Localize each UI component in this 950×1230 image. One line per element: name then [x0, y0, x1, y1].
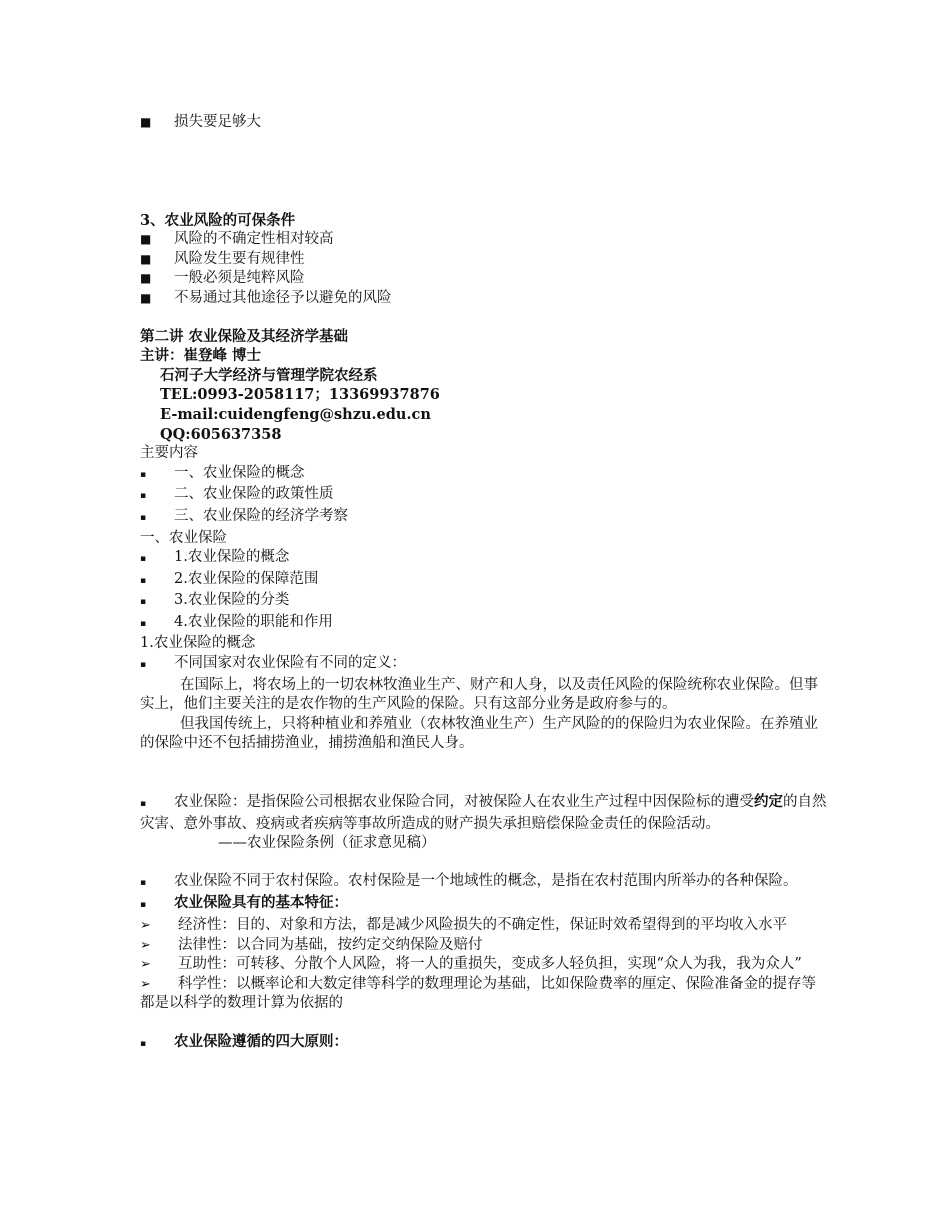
features-heading: 农业保险具有的基本特征： [174, 894, 348, 912]
arrow-bullet-icon: ➢ [140, 976, 151, 992]
small-bullet-icon: ▪ [140, 469, 147, 480]
bullet-text: 三、农业保险的经济学考察 [174, 507, 348, 524]
feature-text: 经济性：目的、对象和方法，都是减少风险损失的不确定性，保证时效希望得到的平均收入水平 [178, 917, 787, 933]
small-bullet-icon: ▪ [140, 660, 147, 671]
feature-item [140, 936, 830, 956]
contact-tel: TEL:0993-2058117；13369937876 [160, 386, 440, 404]
bullet-text: 不易通过其他途径予以避免的风险 [174, 289, 392, 306]
bullet-item [140, 289, 830, 309]
feature-item [140, 955, 830, 975]
spacer [140, 133, 830, 211]
bullet-item [140, 464, 830, 486]
spacer [140, 754, 830, 792]
bullet-item [140, 507, 830, 529]
spacer [140, 854, 830, 872]
feature-text: 互助性：可转移、分散个人风险，将一人的重损失，变成多人轻负担，实现“众人为我，我为众人” [178, 956, 802, 973]
affiliation: 石河子大学经济与管理学院农经系 [160, 366, 378, 384]
bullet-item [140, 893, 830, 916]
definition-paragraph [140, 792, 830, 834]
feature-item [140, 975, 830, 1014]
paragraph-china: 但我国传统上，只将种植业和养殖业（农林牧渔业生产）生产风险的的保险归为农业保险。在养殖业的保险中还不包括捕捞渔业，捕捞渔船和渔民人身。 [140, 715, 818, 752]
bullet-text: 风险的不确定性相对较高 [174, 231, 334, 248]
bullet-text: 2.农业保险的保障范围 [174, 570, 319, 587]
square-bullet-icon: ■ [140, 251, 152, 266]
bullet-text: 4.农业保险的职能和作用 [174, 613, 333, 630]
bullet-text: 一、农业保险的概念 [174, 464, 305, 481]
bullet-item [140, 570, 830, 592]
bullet-text: 不同国家对农业保险有不同的定义： [174, 655, 406, 672]
spacer [140, 309, 830, 327]
small-bullet-icon: ▪ [140, 618, 147, 629]
bullet-text: 一般必须是纯粹风险 [174, 270, 305, 287]
bullet-text: 1.农业保险的概念 [174, 549, 290, 566]
small-bullet-icon: ▪ [140, 597, 147, 608]
bullet-item [140, 250, 830, 270]
principles-heading: 农业保险遵循的四大原则： [174, 1032, 348, 1050]
definition-text-1: 农业保险：是指保险公司根据农业保险合同，对被保险人在农业生产过程中因保险标的遭受 [174, 794, 754, 811]
bullet-text: 损失要足够大 [174, 114, 261, 130]
square-bullet-icon: ■ [140, 271, 152, 286]
definition-bold-term: 约定 [754, 793, 783, 811]
rural-insurance-paragraph [140, 872, 830, 894]
small-bullet-icon: ▪ [140, 512, 147, 523]
bullet-item [140, 269, 830, 289]
square-bullet-icon: ■ [140, 115, 152, 129]
paragraph-international: 在国际上，将农场上的一切农林牧渔业生产、财产和人身，以及责任风险的保险统称农业保险。但事实上，他们主要关注的是农作物的生产风险的保险。只有这部分业务是政府参与的。 [140, 676, 818, 713]
definition-text-2: 的自然灾害、意外事故、疫病或者疾病等事故所造成的财产损失承担赔偿保险金责任的保险活动。 [140, 794, 827, 832]
lecture-title: 第二讲 农业保险及其经济学基础 [140, 327, 349, 345]
feature-item [140, 916, 830, 936]
arrow-bullet-icon: ➢ [140, 937, 151, 953]
arrow-bullet-icon: ➢ [140, 957, 151, 973]
contact-email: E-mail:cuidengfeng@shzu.edu.cn [160, 405, 431, 423]
feature-text: 科学性：以概率论和大数定律等科学的数理理论为基础，比如保险费率的厘定、保险准备金的提存等都是以科学的数理计算为依据的 [140, 975, 816, 1012]
arrow-bullet-icon: ➢ [140, 918, 151, 933]
bullet-item [140, 230, 830, 250]
lecturer: 主讲：崔登峰 博士 [140, 347, 262, 365]
bullet-item [140, 548, 830, 570]
bullet-item [140, 1032, 830, 1055]
small-bullet-icon: ▪ [140, 799, 147, 810]
spacer [140, 1014, 830, 1032]
bullet-item [140, 591, 830, 613]
part1-heading: 一、农业保险 [140, 529, 227, 546]
square-bullet-icon: ■ [140, 290, 152, 305]
main-content-heading: 主要内容 [140, 445, 198, 462]
concept-heading: 1.农业保险的概念 [140, 635, 256, 652]
small-bullet-icon: ▪ [140, 900, 147, 911]
contact-qq: QQ:605637358 [160, 425, 282, 443]
document-content [140, 113, 830, 1055]
bullet-text: 二、农业保险的政策性质 [174, 486, 334, 503]
bullet-item [140, 113, 830, 133]
bullet-text: 3.农业保险的分类 [174, 592, 290, 609]
rural-insurance-text: 农业保险不同于农村保险。农村保险是一个地域性的概念，是指在农村范围内所举办的各种保险。 [174, 872, 798, 889]
small-bullet-icon: ▪ [140, 877, 147, 888]
small-bullet-icon: ▪ [140, 575, 147, 586]
definition-source: ——农业保险条例（征求意见稿） [218, 835, 436, 852]
bullet-item [140, 654, 830, 676]
bullet-text: 风险发生要有规律性 [174, 250, 305, 267]
feature-text: 法律性：以合同为基础，按约定交纳保险及赔付 [178, 936, 483, 953]
bullet-item [140, 613, 830, 635]
section-heading: 3、农业风险的可保条件 [140, 211, 296, 229]
small-bullet-icon: ▪ [140, 554, 147, 565]
small-bullet-icon: ▪ [140, 491, 147, 502]
small-bullet-icon: ▪ [140, 1038, 147, 1049]
square-bullet-icon: ■ [140, 232, 152, 247]
bullet-item [140, 485, 830, 507]
